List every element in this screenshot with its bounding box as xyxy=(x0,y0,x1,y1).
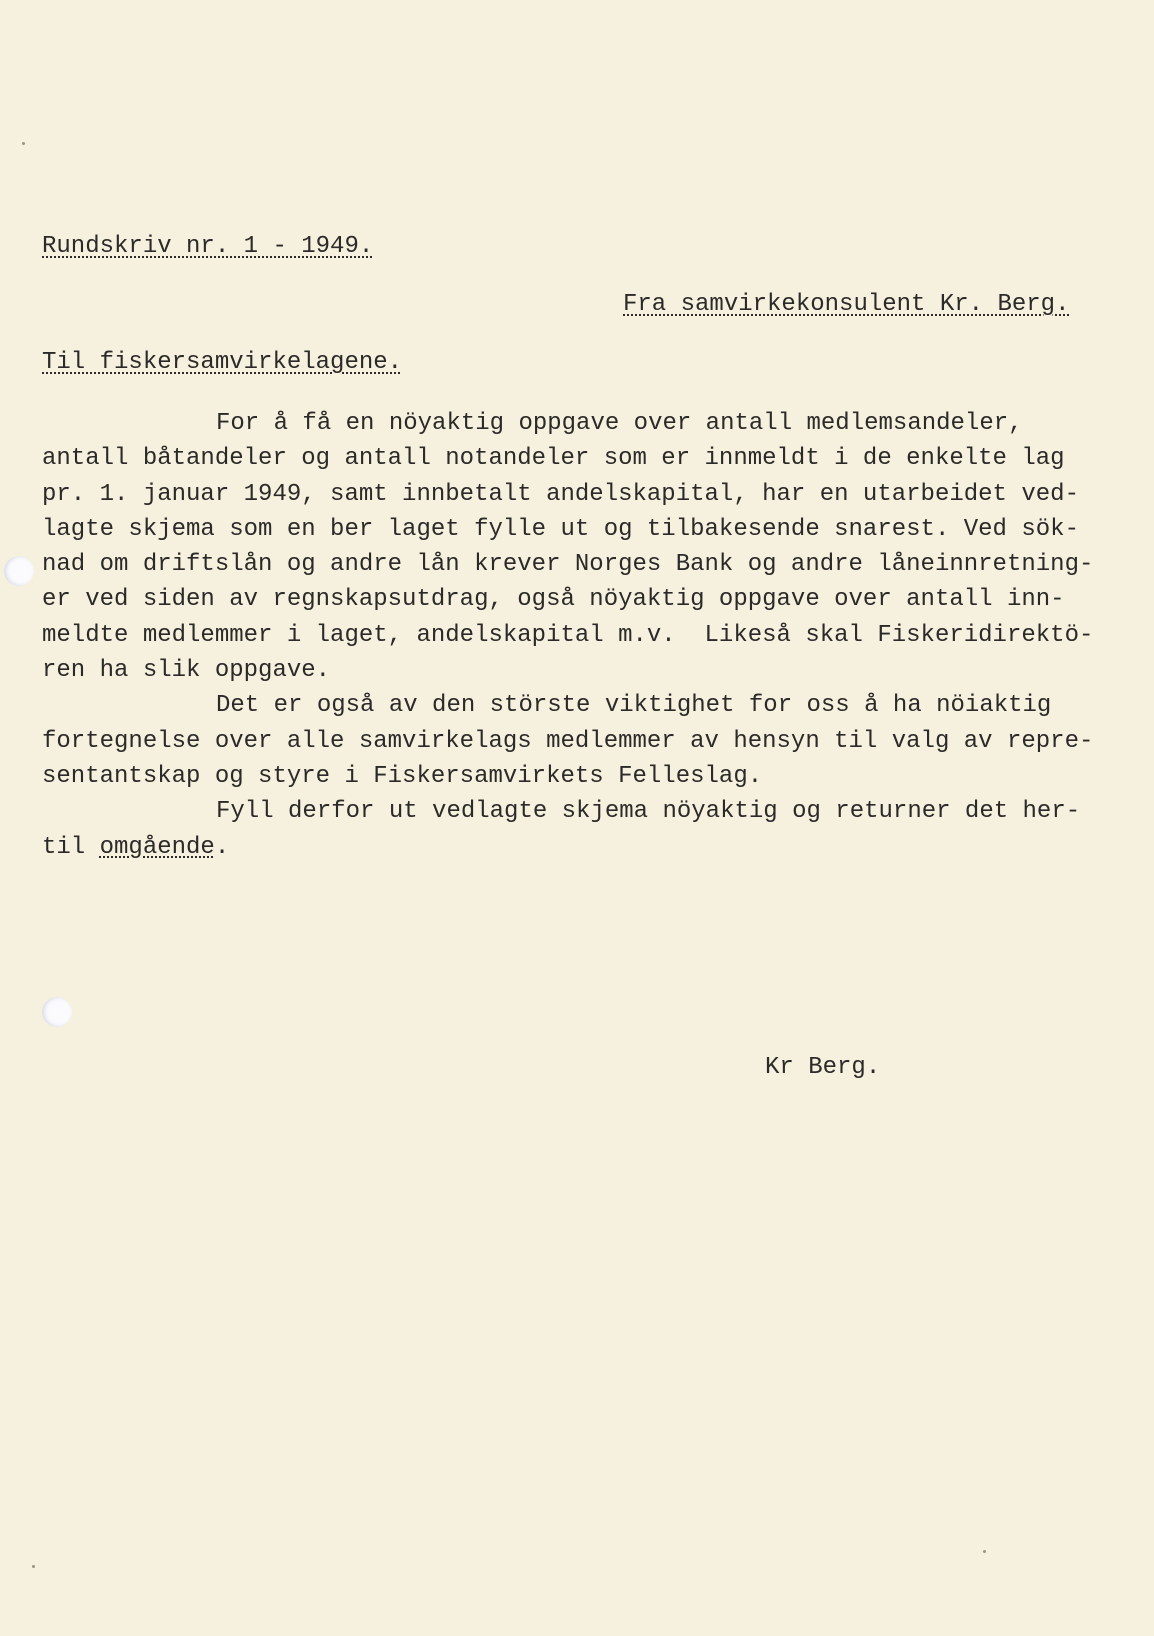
body-line: For å få en nöyaktig oppgave over antall medlemsandeler, xyxy=(216,410,1023,437)
circular-title: Rundskriv nr. 1 - 1949. xyxy=(42,233,374,260)
sender-line: Fra samvirkekonsulent Kr. Berg. xyxy=(623,291,1070,318)
punch-hole xyxy=(4,556,34,586)
punch-hole xyxy=(42,997,72,1027)
paper-speck xyxy=(22,142,25,145)
body-line: er ved siden av regnskapsutdrag, også nöyaktig oppgave over antall inn- xyxy=(42,586,1065,614)
letter-body xyxy=(42,406,1093,865)
last-line-suffix: . xyxy=(214,833,230,861)
recipient-line: Til fiskersamvirkelagene. xyxy=(42,349,403,376)
body-line: nad om driftslån og andre lån krever Norges Bank og andre låneinnretning- xyxy=(42,551,1094,579)
body-line: meldte medlemmer i laget, andelskapital m.v. Likeså skal Fiskeridirektö- xyxy=(42,621,1094,649)
body-line: ren ha slik oppgave. xyxy=(42,657,331,685)
body-line: Det er også av den störste viktighet for oss å ha nöiaktig xyxy=(216,692,1052,720)
last-line-prefix: til xyxy=(42,833,100,861)
body-line: lagte skjema som en ber laget fylle ut og tilbakesende snarest. Ved sök- xyxy=(42,515,1079,543)
body-line: pr. 1. januar 1949, samt innbetalt andelskapital, har en utarbeidet ved- xyxy=(42,480,1079,508)
paper-speck xyxy=(983,1550,986,1553)
underlined-word: omgående xyxy=(99,833,215,861)
body-line: Fyll derfor ut vedlagte skjema nöyaktig og returner det her- xyxy=(216,798,1081,826)
signature: Kr Berg. xyxy=(765,1054,881,1081)
paper-speck xyxy=(32,1565,35,1568)
body-line: antall båtandeler og antall notandeler som er innmeldt i de enkelte lag xyxy=(42,445,1065,473)
body-line: sentantskap og styre i Fiskersamvirkets Felleslag. xyxy=(42,762,763,790)
body-line: fortegnelse over alle samvirkelags medlemmer av hensyn til valg av repre- xyxy=(42,727,1094,755)
body-line-last xyxy=(42,830,1093,865)
